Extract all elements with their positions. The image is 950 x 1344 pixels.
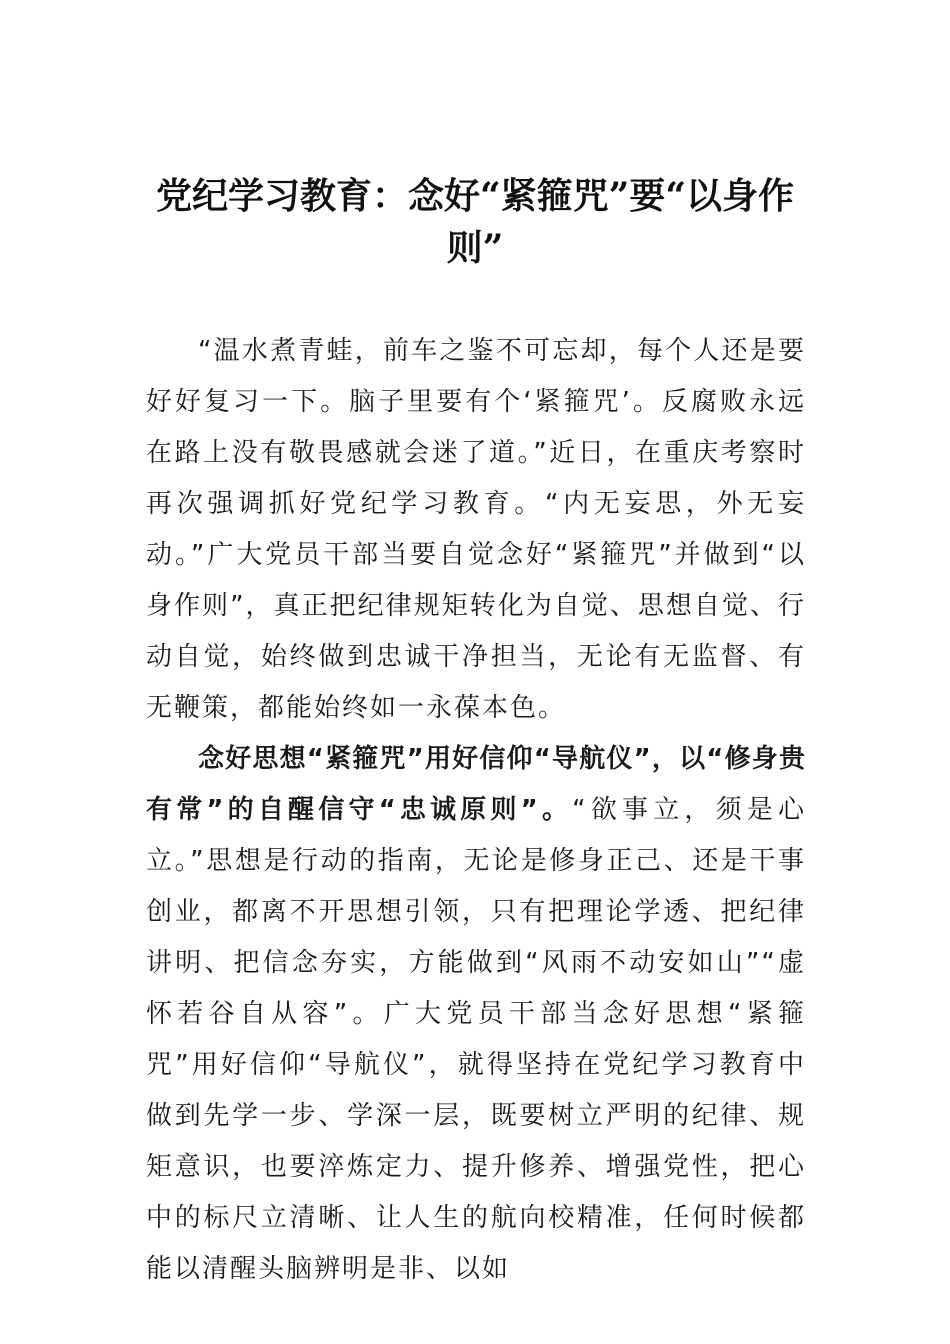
section-1-heading: 念好思想“紧箍咒”用好信仰“导航仪”，以“修身贵有常”的自醒信守“忠诚原则”。 bbox=[146, 744, 806, 825]
section-1-text: “欲事立，须是心立。”思想是行动的指南，无论是修身正己、还是干事创业，都离不开思想引领，只有把理论学透、把纪律讲明、把信念夯实，方能做到“风雨不动安如山”“虚怀若谷自从容”。广大党员干部当念好思想“紧箍咒”用好信仰“导航仪”，就得坚持在党纪学习教育中做到先学一步、学深一层，既要树立严明的纪律、规矩意识，也要淬炼定力、提升修养、增强党性，把心中的标尺立清晰、让人生的航向校精准，任何时候都能以清醒头脑辨明是非、以如 bbox=[146, 795, 806, 1284]
paragraph-section-1 bbox=[146, 734, 806, 1295]
document-title: 党纪学习教育：念好“紧箍咒”要“以身作则” bbox=[155, 175, 795, 269]
paragraph-intro bbox=[146, 326, 806, 734]
document-body bbox=[146, 326, 806, 1295]
paragraph-intro-text: “温水煮青蛙，前车之鉴不可忘却，每个人还是要好好复习一下。脑子里要有个‘紧箍咒’。反腐败永远在路上没有敬畏感就会迷了道。”近日，在重庆考察时再次强调抓好党纪学习教育。“内无妄思，外无妄动。”广大党员干部当要自觉念好“紧箍咒”并做到“以身作则”，真正把纪律规矩转化为自觉、思想自觉、行动自觉，始终做到忠诚干净担当，无论有无监督、有无鞭策，都能始终如一永葆本色。 bbox=[146, 336, 806, 723]
